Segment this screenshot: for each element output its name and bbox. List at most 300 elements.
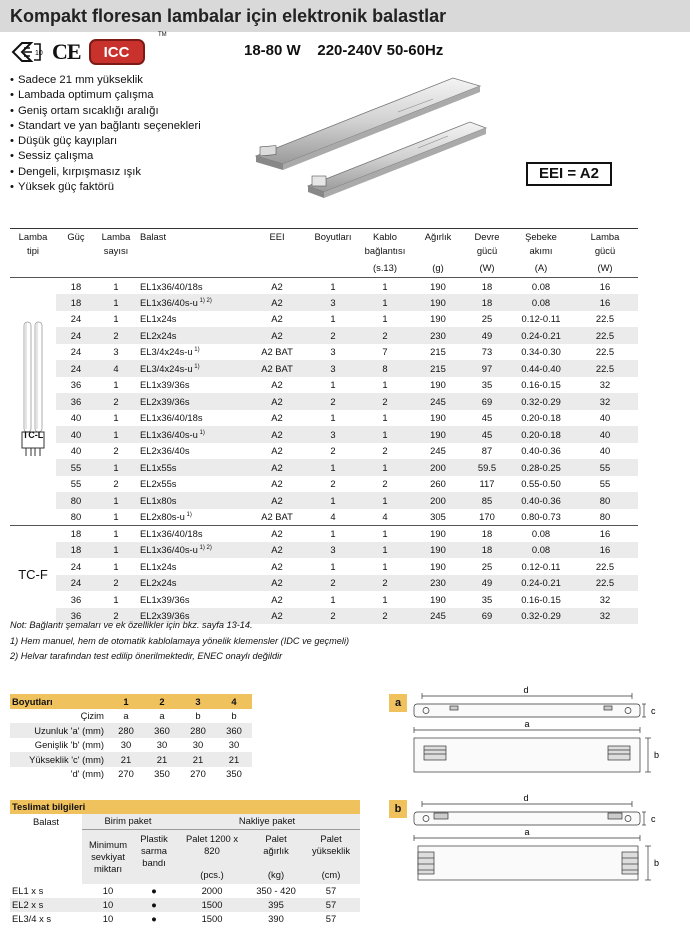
cell-guc: 36	[70, 379, 82, 391]
cell-eei: A2	[246, 426, 308, 443]
cell-agirlik: 200	[412, 492, 464, 509]
cell-lamba-sayisi: 1	[96, 294, 136, 311]
col-lamba-tipi: Lamba tipi	[18, 231, 48, 256]
dimension-value: b	[195, 710, 201, 722]
cell-balast: EL2x39/36s	[136, 393, 246, 410]
cell-agirlik: 190	[412, 426, 464, 443]
cell-devre: 59.5	[464, 459, 510, 476]
cell-lamba-gucu: 55	[572, 459, 638, 476]
cell-agirlik: 190	[412, 525, 464, 542]
cell-eei: A2	[271, 412, 283, 424]
feature-item: • Sadece 21 mm yükseklik	[10, 73, 201, 88]
table-row	[10, 898, 360, 912]
eei-badge: EEI = A2	[526, 162, 612, 186]
cell-boyutlari: 2	[330, 445, 336, 457]
cell-sebeke: 0.80-0.73	[521, 511, 561, 522]
icc-icon: ICC	[89, 39, 145, 65]
cell-kablo: 8	[358, 360, 412, 377]
cell-guc: 80	[70, 511, 82, 522]
table-row	[10, 410, 638, 427]
cell-lamba-gucu: 16	[572, 278, 638, 295]
dimension-value: 270	[190, 768, 206, 780]
dim-col: 2	[144, 694, 180, 709]
drawing-b-label: b	[389, 800, 407, 818]
ship-pack-header: Nakliye paket	[174, 814, 360, 829]
cell-sebeke: 0.16-0.15	[521, 379, 561, 391]
table-row	[10, 443, 638, 460]
cell-boyutlari: 2	[308, 608, 358, 625]
cell-balast: EL1x36/40/18s	[136, 525, 246, 542]
cell-agirlik: 190	[430, 313, 446, 325]
unit-devre: (W)	[479, 262, 495, 273]
cell-lamba-gucu: 16	[572, 542, 638, 559]
pallet-height-header: Palet yükseklik (cm)	[302, 829, 360, 884]
cell-kablo: 1	[358, 542, 412, 559]
cell-kablo: 4	[382, 511, 388, 522]
cell-kablo: 1	[358, 492, 412, 509]
cell-kablo: 7	[382, 346, 388, 358]
cell-sebeke: 0.20-0.18	[510, 426, 572, 443]
dimensions-table	[10, 694, 252, 781]
cell-devre: 49	[464, 327, 510, 344]
cell-lamba-sayisi: 1	[96, 459, 136, 476]
cell-lamba-sayisi: 3	[113, 346, 119, 358]
cell-lamba-sayisi: 1	[113, 593, 119, 605]
cell-balast: EL1x39/36s	[140, 379, 190, 391]
cell-guc: 24	[70, 560, 82, 572]
table-row	[10, 575, 638, 592]
cell-balast: EL3/4x24s-u $^{1)}$	[136, 360, 246, 377]
spec-line	[244, 42, 443, 59]
table-row	[10, 884, 360, 898]
dimension-value: 360	[216, 723, 252, 738]
cell-lamba-gucu: 40	[599, 412, 611, 424]
feature-item: • Dengeli, kırpışmasız ışık	[10, 165, 201, 180]
dim-d-label: d	[523, 793, 529, 803]
col-agirlik: Ağırlık	[424, 231, 452, 242]
cell-agirlik: 230	[412, 575, 464, 592]
cell-lamba-gucu: 40	[572, 426, 638, 443]
cell-boyutlari: 3	[308, 426, 358, 443]
delivery-cell: 395	[250, 898, 302, 912]
cell-lamba-sayisi: 4	[96, 360, 136, 377]
unit-sebeke: (A)	[534, 262, 548, 273]
delivery-cell: 390	[268, 912, 284, 924]
cell-boyutlari: 1	[308, 459, 358, 476]
dim-c-label: c	[651, 814, 656, 824]
cell-eei: A2	[271, 560, 283, 572]
svg-text:10: 10	[35, 50, 43, 57]
cell-guc: 55	[70, 478, 82, 490]
cell-eei: A2	[246, 393, 308, 410]
cell-kablo: 2	[358, 575, 412, 592]
cell-sebeke: 0.16-0.15	[521, 593, 561, 605]
tc-f-label: TC-F	[18, 567, 48, 583]
dimension-label: Uzunluk 'a' (mm)	[10, 723, 108, 738]
cell-boyutlari: 2	[308, 575, 358, 592]
cell-eei: A2	[271, 445, 283, 457]
cell-lamba-gucu: 55	[599, 478, 611, 490]
cell-guc: 18	[56, 525, 96, 542]
cell-agirlik: 190	[430, 593, 446, 605]
table-row	[10, 393, 638, 410]
delivery-cell: ●	[134, 898, 174, 912]
cell-sebeke: 0.08	[510, 525, 572, 542]
dimension-value: a	[159, 710, 165, 722]
cell-boyutlari: 1	[308, 492, 358, 509]
enec-icon	[10, 40, 44, 64]
cell-eei: A2	[271, 313, 283, 325]
cell-devre: 73	[481, 346, 493, 358]
cell-boyutlari: 4	[330, 511, 336, 522]
cell-kablo: 1	[358, 294, 412, 311]
dimension-value: 280	[180, 723, 216, 738]
dimension-value: 21	[108, 752, 144, 767]
dim-a-label: a	[524, 827, 530, 837]
cell-eei: A2	[246, 294, 308, 311]
cell-lamba-sayisi: 1	[113, 379, 119, 391]
cell-devre: 25	[481, 313, 493, 325]
cell-agirlik: 305	[430, 511, 446, 522]
cell-guc: 40	[70, 412, 82, 424]
cell-boyutlari: 3	[330, 346, 336, 358]
cell-eei: A2	[271, 478, 283, 490]
dimension-value: 350	[154, 768, 170, 780]
cell-balast: EL1x24s	[140, 313, 177, 325]
cell-lamba-gucu: 22.5	[595, 313, 615, 325]
dim-col: 4	[216, 694, 252, 709]
cell-devre: 87	[481, 445, 493, 457]
cell-lamba-sayisi: 1	[96, 426, 136, 443]
table-row	[10, 492, 638, 509]
feature-item: • Lambada optimum çalışma	[10, 88, 201, 103]
cell-eei: A2 BAT	[261, 346, 293, 358]
dim-col: 3	[180, 694, 216, 709]
cell-balast: EL2x36/40s	[140, 445, 190, 457]
cell-sebeke: 0.24-0.21	[510, 575, 572, 592]
tc-l-group	[10, 278, 638, 526]
cell-kablo: 1	[358, 426, 412, 443]
table-row	[10, 278, 638, 295]
notes	[10, 618, 349, 665]
cell-balast: EL2x39/36s	[136, 608, 246, 625]
cell-kablo: 2	[358, 327, 412, 344]
cell-agirlik: 215	[430, 346, 446, 358]
table-row	[10, 426, 638, 443]
cell-lamba-sayisi: 1	[113, 412, 119, 424]
table-row	[10, 327, 638, 344]
table-row	[10, 294, 638, 311]
cell-kablo: 1	[382, 560, 388, 572]
cell-devre: 25	[481, 560, 493, 572]
unit-lamba-gucu: (W)	[597, 262, 613, 273]
dimension-value: 360	[144, 723, 180, 738]
unit-pack-header: Birim paket	[82, 814, 174, 829]
feature-list	[10, 73, 201, 195]
delivery-cell: 2000	[201, 884, 223, 896]
tc-l-label: TC-L	[22, 430, 44, 441]
feature-item: • Yüksek güç faktörü	[10, 180, 201, 195]
cell-sebeke: 0.34-0.30	[521, 346, 561, 358]
feature-item: • Geniş ortam sıcaklığı aralığı	[10, 104, 201, 119]
cell-lamba-sayisi: 2	[96, 575, 136, 592]
cell-balast: EL1x80s	[136, 492, 246, 509]
cell-agirlik: 245	[412, 608, 464, 625]
cell-lamba-gucu: 80	[599, 511, 611, 522]
cell-devre: 45	[481, 412, 493, 424]
cell-kablo: 1	[382, 412, 388, 424]
cell-sebeke: 0.08	[510, 294, 572, 311]
cell-boyutlari: 1	[330, 560, 336, 572]
cell-guc: 40	[56, 426, 96, 443]
cell-guc: 24	[56, 575, 96, 592]
cell-guc: 18	[56, 294, 96, 311]
cell-kablo: 1	[382, 313, 388, 325]
cell-balast: EL2x24s	[136, 327, 246, 344]
cell-sebeke: 0.08	[510, 278, 572, 295]
cell-guc: 36	[56, 608, 96, 625]
dim-a-label: a	[524, 719, 530, 729]
note-2: 2) Helvar tarafından test edilip önerilmektedir, ENEC onaylı değildir	[10, 651, 283, 661]
note-1: 1) Hem manuel, hem de otomatik kablolamaya yönelik klemensler (IDC ve geçmeli)	[10, 635, 350, 646]
cell-lamba-gucu: 80	[572, 492, 638, 509]
cell-kablo: 2	[358, 393, 412, 410]
cell-eei: A2	[271, 593, 283, 605]
cell-devre: 18	[464, 525, 510, 542]
cell-guc: 24	[56, 360, 96, 377]
cell-balast: EL2x55s	[140, 478, 177, 490]
cell-sebeke: 0.12-0.11	[521, 560, 561, 572]
cell-lamba-gucu: 22.5	[572, 327, 638, 344]
spec-voltage: 220-240V 50-60Hz	[317, 42, 444, 59]
dim-b-label: b	[654, 858, 660, 868]
cell-kablo: 2	[382, 478, 388, 490]
cell-lamba-gucu: 22.5	[572, 575, 638, 592]
cell-boyutlari: 1	[308, 278, 358, 295]
delivery-cell: EL3/4 x s	[12, 912, 52, 924]
cell-lamba-gucu: 32	[599, 379, 611, 391]
cell-sebeke: 0.20-0.18	[521, 412, 561, 424]
cell-eei: A2	[246, 278, 308, 295]
cell-boyutlari: 1	[330, 593, 336, 605]
cell-guc: 36	[56, 393, 96, 410]
delivery-cell: 350 - 420	[256, 884, 296, 896]
col-devre: Devre gücü	[474, 231, 500, 256]
min-qty-header: Minimum sevkiyat miktarı	[82, 829, 134, 884]
cell-devre: 97	[464, 360, 510, 377]
cell-lamba-sayisi: 2	[96, 327, 136, 344]
cell-boyutlari: 3	[308, 360, 358, 377]
cell-lamba-gucu: 22.5	[572, 360, 638, 377]
title-bar	[0, 0, 690, 32]
col-lamba-gucu: Lamba gücü	[590, 231, 620, 256]
cell-agirlik: 230	[412, 327, 464, 344]
cell-kablo: 1	[382, 379, 388, 391]
cell-guc: 36	[70, 593, 82, 605]
cell-eei: A2	[246, 575, 308, 592]
cell-balast: EL2x80s-u $^{1)}$	[140, 511, 192, 522]
cell-agirlik: 215	[412, 360, 464, 377]
cell-lamba-gucu: 40	[599, 445, 611, 457]
delivery-cell: ●	[151, 884, 157, 896]
cell-lamba-gucu: 16	[572, 294, 638, 311]
table-row	[10, 767, 252, 782]
cell-eei: A2	[246, 492, 308, 509]
cell-balast: EL1x39/36s	[140, 593, 190, 605]
cell-guc: 40	[70, 445, 82, 457]
cell-eei: A2	[246, 459, 308, 476]
cell-devre: 18	[464, 278, 510, 295]
delivery-cell: 57	[325, 884, 337, 896]
cell-devre: 45	[464, 426, 510, 443]
dimension-label: Yükseklik 'c' (mm)	[10, 752, 108, 767]
cell-lamba-gucu: 32	[572, 393, 638, 410]
cell-sebeke: 0.28-0.25	[510, 459, 572, 476]
cell-kablo: 1	[382, 593, 388, 605]
delivery-cell: EL2 x s	[10, 898, 82, 912]
dimension-value: a	[123, 710, 129, 722]
cell-balast: EL1x36/40/18s	[136, 278, 246, 295]
delivery-table	[10, 800, 360, 926]
delivery-cell: 10	[82, 898, 134, 912]
cell-guc: 18	[56, 278, 96, 295]
cell-kablo: 1	[358, 278, 412, 295]
cell-guc: 80	[56, 492, 96, 509]
cell-agirlik: 190	[412, 542, 464, 559]
cell-guc: 24	[70, 346, 82, 358]
cell-balast: EL1x36/40s-u $^{1) 2)}$	[136, 294, 246, 311]
tc-l-lamp-icon	[18, 320, 48, 470]
cell-eei: A2 BAT	[246, 360, 308, 377]
dimension-value: 21	[180, 752, 216, 767]
cell-lamba-sayisi: 2	[96, 393, 136, 410]
cell-devre: 49	[464, 575, 510, 592]
cell-devre: 35	[481, 593, 493, 605]
cell-kablo: 2	[382, 445, 388, 457]
cell-devre: 69	[464, 608, 510, 625]
dimension-value: 30	[228, 739, 240, 751]
cell-balast: EL1x36/40/18s	[140, 412, 203, 424]
dimension-value: 30	[120, 739, 132, 751]
cell-devre: 18	[464, 294, 510, 311]
cell-boyutlari: 2	[308, 393, 358, 410]
cell-guc: 18	[56, 542, 96, 559]
unit-agirlik: (g)	[432, 262, 444, 273]
tc-l-lamp	[10, 278, 56, 526]
cell-lamba-gucu: 22.5	[595, 560, 615, 572]
dim-c-label: c	[651, 706, 656, 716]
cell-agirlik: 190	[430, 412, 446, 424]
trademark: TM	[158, 32, 167, 38]
cell-boyutlari: 2	[330, 478, 336, 490]
unit-kablo: (s.13)	[373, 262, 397, 273]
cell-lamba-sayisi: 2	[113, 445, 119, 457]
dimension-value: 30	[156, 739, 168, 751]
cell-agirlik: 190	[412, 278, 464, 295]
cell-eei: A2	[246, 327, 308, 344]
cell-sebeke: 0.32-0.29	[510, 393, 572, 410]
delivery-cell: 10	[102, 912, 114, 924]
cell-lamba-gucu: 22.5	[595, 346, 615, 358]
cell-eei: A2	[271, 379, 283, 391]
col-kablo: Kablo bağlantısı	[364, 231, 406, 256]
table-row	[10, 738, 252, 753]
dimension-value: 21	[144, 752, 180, 767]
col-balast: Balast	[140, 231, 167, 242]
cell-kablo: 1	[358, 459, 412, 476]
delivery-cell: 10	[102, 884, 114, 896]
dimension-label: Genişlik 'b' (mm)	[34, 739, 104, 751]
delivery-cell: 57	[325, 912, 337, 924]
dimension-value: 280	[108, 723, 144, 738]
dimension-value: 350	[226, 768, 242, 780]
cell-balast: EL1x36/40s-u $^{1) 2)}$	[136, 542, 246, 559]
certification-logos	[10, 38, 145, 66]
cell-agirlik: 200	[412, 459, 464, 476]
col-lamba-sayisi: Lamba sayısı	[101, 231, 131, 256]
cell-devre: 69	[464, 393, 510, 410]
cell-devre: 35	[481, 379, 493, 391]
cell-eei: A2	[246, 542, 308, 559]
table-row	[10, 723, 252, 738]
cell-sebeke: 0.08	[510, 542, 572, 559]
cell-boyutlari: 1	[330, 412, 336, 424]
table-row	[10, 912, 360, 926]
delivery-cell: 1500	[174, 898, 250, 912]
dimension-value: 21	[216, 752, 252, 767]
dim-b-label: b	[654, 750, 660, 760]
dimension-value: b	[231, 710, 237, 722]
table-row	[10, 344, 638, 361]
cell-sebeke: 0.12-0.11	[521, 313, 561, 325]
table-row	[10, 525, 638, 542]
cell-devre: 117	[479, 478, 495, 490]
cell-sebeke: 0.32-0.29	[510, 608, 572, 625]
cell-sebeke: 0.40-0.36	[521, 445, 561, 457]
cell-sebeke: 0.44-0.40	[510, 360, 572, 377]
ballast-product-image	[248, 64, 488, 204]
cell-balast: EL1x24s	[140, 560, 177, 572]
delivery-cell: 1500	[201, 912, 223, 924]
cell-agirlik: 245	[430, 445, 446, 457]
cell-devre: 18	[464, 542, 510, 559]
delivery-balast: Balast	[32, 815, 60, 827]
drawing-b	[408, 792, 666, 892]
feature-item: • Sessiz çalışma	[10, 149, 201, 164]
drawing-a-label: a	[389, 694, 407, 712]
cell-kablo: 1	[358, 525, 412, 542]
delivery-title: Teslimat bilgileri	[10, 800, 360, 814]
cell-boyutlari: 2	[308, 327, 358, 344]
table-row	[10, 709, 252, 724]
ce-icon: CE	[52, 39, 81, 64]
cell-balast: EL1x36/40s-u $^{1)}$	[136, 426, 246, 443]
feature-item: • Düşük güç kayıpları	[10, 134, 201, 149]
dim-col: 1	[108, 694, 144, 709]
table-row	[10, 311, 638, 328]
cell-lamba-sayisi: 1	[96, 542, 136, 559]
pallet-header: Palet 1200 x 820 (pcs.)	[174, 829, 250, 884]
cell-balast: EL3/4x24s-u $^{1)}$	[140, 346, 200, 358]
spec-power: 18-80 W	[244, 42, 301, 59]
cell-agirlik: 190	[430, 379, 446, 391]
cell-lamba-sayisi: 1	[96, 278, 136, 295]
tc-f-lamp	[10, 525, 56, 624]
dimension-value: 30	[192, 739, 204, 751]
table-row	[10, 509, 638, 526]
table-row	[10, 558, 638, 575]
cell-agirlik: 245	[412, 393, 464, 410]
